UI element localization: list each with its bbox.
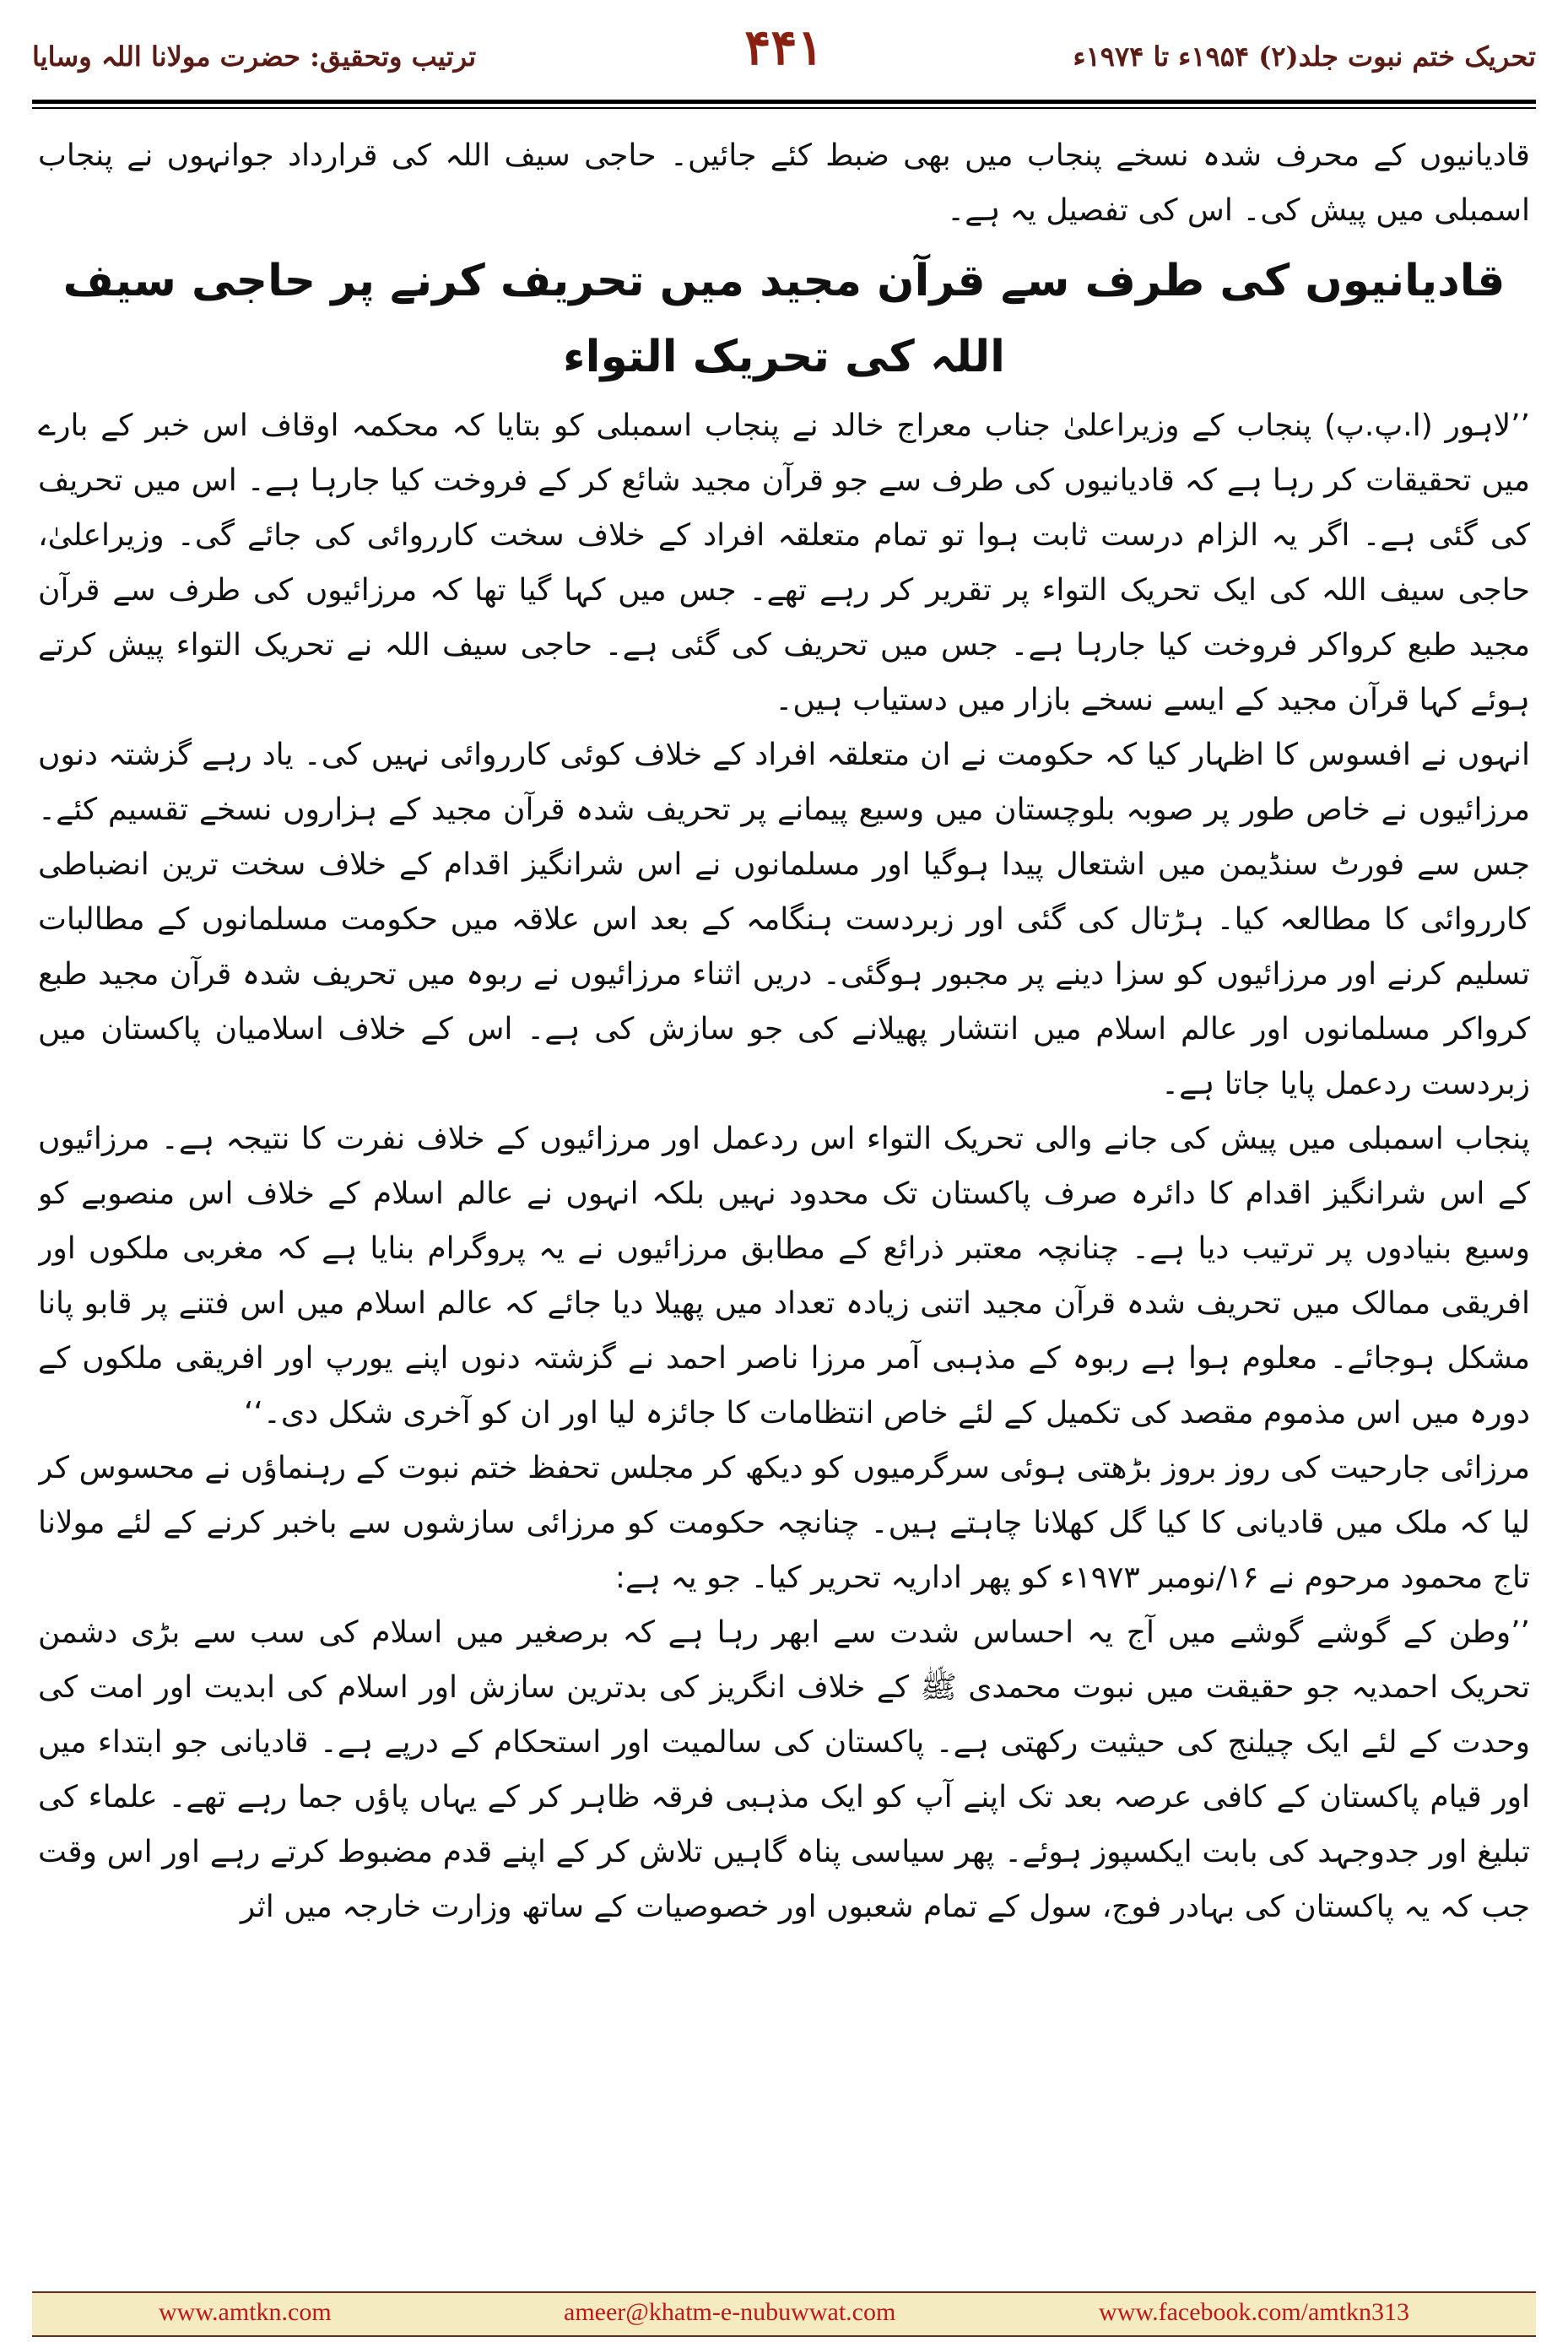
paragraph-intro: قادیانیوں کے محرف شدہ نسخے پنجاب میں بھی ضبط کئے جائیں۔ حاجی سیف اللہ کی قرارداد جوانہوں نے پنجاب اسمبلی میں پیش کی۔ اس کی تفصیل یہ ہے۔ — [38, 138, 1530, 228]
header-divider-thin — [32, 107, 1536, 109]
page-number: ۴۴۱ — [744, 19, 824, 76]
footer-website-link[interactable]: www.amtkn.com — [159, 2298, 332, 2326]
header-divider — [32, 100, 1536, 104]
page-footer — [32, 2291, 1536, 2337]
paragraph-motion: پنجاب اسمبلی میں پیش کی جانے والی تحریک التواء اس ردعمل اور مرزائیوں کے خلاف نفرت کا نتیجہ ہے۔ مرزائیوں کے اس شرانگیز اقدام کا دائرہ صرف پاکستان تک محدود نہیں بلکہ انہوں نے عالم اسلام کے خلاف اس منصوبے کو وسیع بنیادوں پر ترتیب دیا ہے۔ چنانچہ معتبر ذرائع کے مطابق مرزائیوں نے یہ پروگرام بنایا ہے کہ مغربی ملکوں اور افریقی ممالک میں تحریف شدہ قرآن مجید اتنی زیادہ تعداد میں پھیلا دیا جائے کہ عالم اسلام میں اس فتنے پر قابو پانا مشکل ہوجائے۔ معلوم ہوا ہے ربوہ کے مذہبی آمر مرزا ناصر احمد نے گزشتہ دنوں اپنے یورپ اور افریقی ملکوں کے دورہ میں اس مذموم مقصد کی تکمیل کے لئے خاص انتظامات کا جائزہ لیا اور ان کو آخری شکل دی۔‘‘ — [38, 1122, 1530, 1431]
paragraph-editorial: ’’وطن کے گوشے گوشے میں آج یہ احساس شدت سے ابھر رہا ہے کہ برصغیر میں اسلام کی سب سے بڑی دشمن تحریک احمدیہ جو حقیقت میں نبوت محمدی ﷺ کے خلاف انگریز کی بدترین سازش اور اسلام کی ابدیت اور امت کی وحدت کے لئے ایک چیلنج کی حیثیت رکھتی ہے۔ پاکستان کی سالمیت اور استحکام کے درپے ہے۔ قادیانی جو ابتداء میں اور قیام پاکستان کے کافی عرصہ بعد تک اپنے آپ کو ایک مذہبی فرقہ ظاہر کر کے یہاں پاؤں جما رہے تھے۔ علماء کی تبلیغ اور جدوجہد کی بابت ایکسپوز ہوئے۔ پھر سیاسی پناہ گاہیں تلاش کر کے اپنے قدم مضبوط کرتے رہے اور اس وقت جب کہ یہ پاکستان کی بہادر فوج، سول کے تمام شعبوں اور خصوصیات کے ساتھ وزارت خارجہ میں اثر — [38, 1615, 1530, 1924]
header-compiler-credit: ترتیب وتحقیق: حضرت مولانا اللہ وسایا — [32, 41, 477, 73]
paragraph-mirzai-aggression: مرزائی جارحیت کی روز بروز بڑھتی ہوئی سرگرمیوں کو دیکھ کر مجلس تحفظ ختم نبوت کے رہنماؤں نے محسوس کر لیا کہ ملک میں قادیانی کا کیا گل کھلانا چاہتے ہیں۔ چنانچہ حکومت کو مرزائی سازشوں سے باخبر کرنے کے لئے مولانا تاج محمود مرحوم نے ۱۶/نومبر ۱۹۷۳ء کو پھر اداریہ تحریر کیا۔ جو یہ ہے: — [38, 1451, 1530, 1595]
paragraph-regret: انہوں نے افسوس کا اظہار کیا کہ حکومت نے ان متعلقہ افراد کے خلاف کوئی کارروائی نہیں کی۔ یاد رہے گزشتہ دنوں مرزائیوں نے خاص طور پر صوبہ بلوچستان میں وسیع پیمانے پر تحریف شدہ قرآن مجید کے ہزاروں نسخے تقسیم کئے۔ جس سے فورٹ سنڈیمن میں اشتعال پیدا ہوگیا اور مسلمانوں نے اس شرانگیز اقدام کے خلاف سخت ترین انضباطی کارروائی کا مطالعہ کیا۔ ہڑتال کی گئی اور زبردست ہنگامہ کے بعد اس علاقہ میں حکومت مسلمانوں کے مطالبات تسلیم کرنے اور مرزائیوں کو سزا دینے پر مجبور ہوگئی۔ دریں اثناء مرزائیوں نے ربوہ میں تحریف شدہ قرآن مجید طبع کرواکر مسلمانوں اور عالم اسلام میں انتشار پھیلانے کی جو سازش کی ہے۔ اس کے خلاف اسلامیان پاکستان میں زبردست ردعمل پایا جاتا ہے۔ — [38, 738, 1530, 1101]
page-body — [38, 128, 1530, 2247]
section-heading: قادیانیوں کی طرف سے قرآن مجید میں تحریف کرنے پر حاجی سیف اللہ کی تحریک التواء — [62, 256, 1506, 382]
paragraph-lahore-report: ’’لاہور (ا.پ.پ) پنجاب کے وزیراعلیٰ جناب معراج خالد نے پنجاب اسمبلی کو بتایا کہ محکمہ اوقاف اس خبر کے بارے میں تحقیقات کر رہا ہے کہ قادیانیوں کی طرف سے جو قرآن مجید شائع کر کے فروخت کیا جارہا ہے۔ اس میں تحریف کی گئی ہے۔ اگر یہ الزام درست ثابت ہوا تو تمام متعلقہ افراد کے خلاف سخت کارروائی کی جائے گی۔ وزیراعلیٰ، حاجی سیف اللہ کی ایک تحریک التواء پر تقریر کر رہے تھے۔ جس میں کہا گیا تھا کہ مرزائیوں کی طرف سے قرآن مجید طبع کرواکر فروخت کیا جارہا ہے۔ جس میں تحریف کی گئی ہے۔ حاجی سیف اللہ نے تحریک التواء پیش کرتے ہوئے کہا قرآن مجید کے ایسے نسخے بازار میں دستیاب ہیں۔ — [38, 408, 1530, 717]
header-book-title: تحریک ختم نبوت جلد(۲) ۱۹۵۴ء تا ۱۹۷۴ء — [1073, 41, 1536, 73]
footer-facebook-link[interactable]: www.facebook.com/amtkn313 — [1099, 2298, 1409, 2326]
footer-email-link[interactable]: ameer@khatm-e-nubuwwat.com — [564, 2298, 896, 2326]
page-header — [0, 0, 1568, 127]
